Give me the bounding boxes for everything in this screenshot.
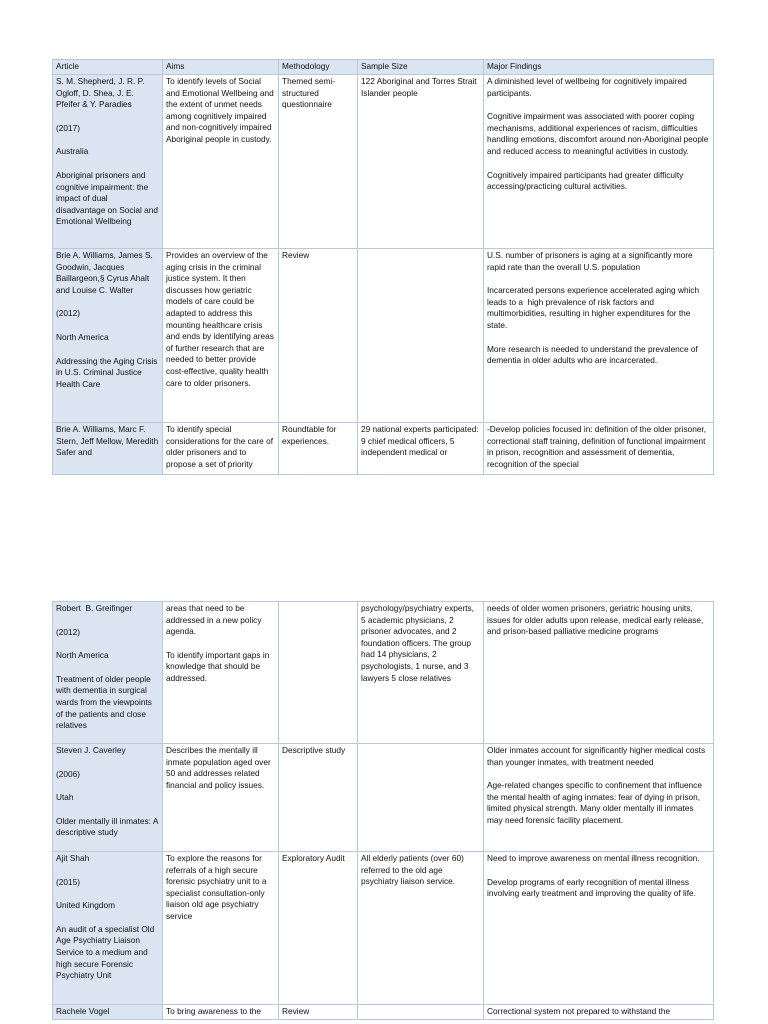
cell-aims <box>163 75 279 249</box>
cell-sample-size <box>358 602 484 744</box>
cell-text <box>56 757 159 769</box>
header-row <box>53 60 714 75</box>
cell-aims <box>163 744 279 852</box>
table-body <box>53 75 714 475</box>
cell-text: Review <box>282 250 310 260</box>
cell-text <box>282 603 354 615</box>
cell-text <box>487 332 710 344</box>
cell-text: More research is needed to understand the prevalence of dementia in older adults who are incarcerated. <box>487 343 701 366</box>
cell-text <box>56 888 159 900</box>
cell-text <box>56 912 159 924</box>
cell-sample-size <box>358 852 484 1005</box>
cell-sample-size <box>358 744 484 852</box>
cell-text: -Develop policies focused in: definition of the older prisoner, correctional staff training, definition of functional impairment in prison, recognition and assessment of dementia, recognition of the special <box>487 424 709 469</box>
cell-text: Descriptive study <box>282 745 346 755</box>
cell-text: Cognitively impaired participants had greater difficulty accessing/practicing cultural activities. <box>487 169 686 192</box>
cell-text <box>56 804 159 816</box>
cell-text: To identify important gaps in knowledge that should be addressed. <box>166 649 272 683</box>
cell-text: To explore the reasons for referrals of a high secure forensic psychiatry unit to a specialist consultation-only liaison old age psychiatry service <box>166 853 269 921</box>
cell-text: Robert B. Greifinger <box>56 603 133 613</box>
cell-text <box>166 638 275 650</box>
table-row <box>53 75 714 249</box>
cell-sample-size <box>358 75 484 249</box>
cell-major-findings <box>484 744 714 852</box>
cell-text: Utah <box>56 792 74 803</box>
cell-text <box>487 99 710 111</box>
cell-text: (2017) <box>56 122 80 133</box>
cell-text: (2012) <box>56 626 80 637</box>
cell-article <box>53 423 163 475</box>
cell-text <box>487 158 710 170</box>
cell-major-findings <box>484 1005 714 1020</box>
cell-text: 122 Aboriginal and Torres Strait Islander people <box>361 76 479 98</box>
cell-major-findings <box>484 602 714 744</box>
cell-major-findings <box>484 423 714 475</box>
cell-text: Describes the mentally ill inmate population aged over 50 and addresses related financial and policy issues. <box>166 745 274 790</box>
cell-text: Brie A. Williams, Marc F. Stern, Jeff Mellow, Meredith Safer and <box>56 424 161 458</box>
cell-text: (2015) <box>56 876 80 887</box>
cell-text: To identify levels of Social and Emotional Wellbeing and the extent of unmet needs among cognitively impaired and non-cognitively impaired Aboriginal people in custody. <box>166 76 277 144</box>
cell-text: To bring awareness to the <box>166 1006 262 1016</box>
cell-text <box>487 273 710 285</box>
table-row <box>53 249 714 423</box>
cell-text <box>56 638 159 650</box>
cell-text <box>56 296 159 308</box>
cell-major-findings <box>484 75 714 249</box>
cell-text: Roundtable for experiences. <box>282 424 339 446</box>
column-header-methodology: Methodology <box>279 60 358 75</box>
table-row <box>53 602 714 744</box>
cell-article <box>53 602 163 744</box>
literature-table-part-2 <box>52 601 714 1020</box>
table-header <box>53 60 714 75</box>
cell-text <box>56 344 159 356</box>
cell-text <box>56 158 159 170</box>
cell-text <box>56 320 159 332</box>
cell-article <box>53 1005 163 1020</box>
cell-text: Need to improve awareness on mental illness recognition. <box>487 853 700 863</box>
cell-aims <box>163 1005 279 1020</box>
table-row <box>53 1005 714 1020</box>
cell-major-findings <box>484 852 714 1005</box>
cell-methodology <box>279 602 358 744</box>
cell-text: Cognitive impairment was associated with poorer coping mechanisms, additional experiences of racism, difficulties handling emotions, discomfort around non-Aboriginal people and reduced access to meaningful activities in custody. <box>487 111 711 156</box>
cell-text: North America <box>56 650 109 661</box>
cell-article <box>53 852 163 1005</box>
cell-text: A diminished level of wellbeing for cognitively impaired participants. <box>487 76 690 98</box>
cell-text: Age-related changes specific to confinement that influence the mental health of aging inmates: fear of dying in prison, limited physical strength. Many older mentally ill inmates may need forensic facility placement. <box>487 780 705 825</box>
cell-methodology <box>279 1005 358 1020</box>
cell-text <box>56 111 159 123</box>
cell-text: Older inmates account for significantly higher medical costs than younger inmates, with treatment needed <box>487 745 708 767</box>
column-header-major-findings: Major Findings <box>484 60 714 75</box>
cell-text: All elderly patients (over 60) referred to the old age psychiatry liaison service. <box>361 853 467 887</box>
cell-methodology <box>279 852 358 1005</box>
column-header-aims: Aims <box>163 60 279 75</box>
cell-major-findings <box>484 249 714 423</box>
cell-text <box>361 250 480 262</box>
cell-methodology <box>279 249 358 423</box>
cell-text <box>56 615 159 627</box>
cell-text: Correctional system not prepared to withstand the <box>487 1006 671 1016</box>
cell-article <box>53 75 163 249</box>
cell-text: Australia <box>56 146 89 157</box>
column-header-sample-size: Sample Size <box>358 60 484 75</box>
cell-text: (2006) <box>56 768 80 779</box>
cell-text: S. M. Shepherd, J. R. P. Ogloff, D. Shea, J. E. Pfeifer & Y. Paradies <box>56 76 147 110</box>
cell-aims <box>163 423 279 475</box>
cell-text <box>361 1006 480 1018</box>
cell-text: Exploratory Audit <box>282 853 345 863</box>
cell-text: Themed semi-structured questionnaire <box>282 76 336 110</box>
table-body <box>53 602 714 1020</box>
cell-text <box>56 134 159 146</box>
cell-text: Brie A. Williams, James S. Goodwin, Jacques Baillargeon,§ Cyrus Ahalt and Louise C. Walter <box>56 250 156 295</box>
cell-sample-size <box>358 1005 484 1020</box>
cell-text: psychology/psychiatry experts, 5 academic physicians, 2 prisoner advocates, and 2 foundation officers. The group had 14 physicians, 2 psychologists, 1 nurse, and 3 lawyers 5 close relatives <box>361 603 477 683</box>
cell-text: Treatment of older people with dementia in surgical wards from the viewpoints of the patients and close relatives <box>56 673 155 731</box>
cell-text <box>56 662 159 674</box>
table-row <box>53 423 714 475</box>
cell-text <box>487 865 710 877</box>
cell-text: An audit of a specialist Old Age Psychiatry Liaison Service to a medium and high secure Forensic Psychiatry Unit <box>56 923 157 981</box>
cell-text: Provides an overview of the aging crisis in the criminal justice system. It then discusses how geriatric models of care could be adapted to address this mounting healthcare crisis and ends by identifying areas of further research that are needed to better provide cost-effective, quality health care to older prisoners. <box>166 250 277 388</box>
cell-methodology <box>279 423 358 475</box>
cell-text: Aboriginal prisoners and cognitive impairment: the impact of dual disadvantage on Social and Emotional Wellbeing <box>56 169 161 227</box>
cell-text: Older mentally ill inmates: A descriptive study <box>56 815 161 838</box>
cell-text <box>487 768 710 780</box>
cell-text: 29 national experts participated: 9 chief medical officers, 5 independent medical or <box>361 424 481 458</box>
cell-article <box>53 744 163 852</box>
cell-text: Incarcerated persons experience accelerated aging which leads to a high prevalence of risk factors and multimorbidities, resulting in higher expenditures for the state. <box>487 285 702 330</box>
column-header-article: Article <box>53 60 163 75</box>
cell-aims <box>163 852 279 1005</box>
cell-article <box>53 249 163 423</box>
cell-sample-size <box>358 423 484 475</box>
cell-sample-size <box>358 249 484 423</box>
cell-text: Develop programs of early recognition of mental illness involving early treatment and improving the quality of life. <box>487 876 696 899</box>
cell-text: U.S. number of prisoners is aging at a significantly more rapid rate than the overall U.S. population <box>487 250 695 272</box>
cell-text: (2012) <box>56 308 80 319</box>
cell-methodology <box>279 75 358 249</box>
cell-text: United Kingdom <box>56 900 116 911</box>
cell-aims <box>163 249 279 423</box>
cell-text: areas that need to be addressed in a new policy agenda. <box>166 603 264 637</box>
table-row <box>53 852 714 1005</box>
cell-text: needs of older women prisoners, geriatric housing units, issues for older adults upon release, medical early release, and prison-based palliative medicine programs <box>487 603 706 637</box>
table-row <box>53 744 714 852</box>
cell-text: Steven J. Caverley <box>56 745 126 755</box>
cell-text <box>361 745 480 757</box>
cell-text <box>56 780 159 792</box>
cell-text: Addressing the Aging Crisis in U.S. Criminal Justice Health Care <box>56 355 160 389</box>
cell-text: Rachele Vogel <box>56 1006 110 1016</box>
cell-text: Ajit Shah <box>56 853 90 863</box>
literature-table-part-1 <box>52 59 714 475</box>
cell-text: North America <box>56 331 109 342</box>
cell-text <box>56 865 159 877</box>
cell-text: Review <box>282 1006 310 1016</box>
cell-aims <box>163 602 279 744</box>
cell-methodology <box>279 744 358 852</box>
cell-text: To identify special considerations for the care of older prisoners and to propose a set of priority <box>166 424 276 469</box>
